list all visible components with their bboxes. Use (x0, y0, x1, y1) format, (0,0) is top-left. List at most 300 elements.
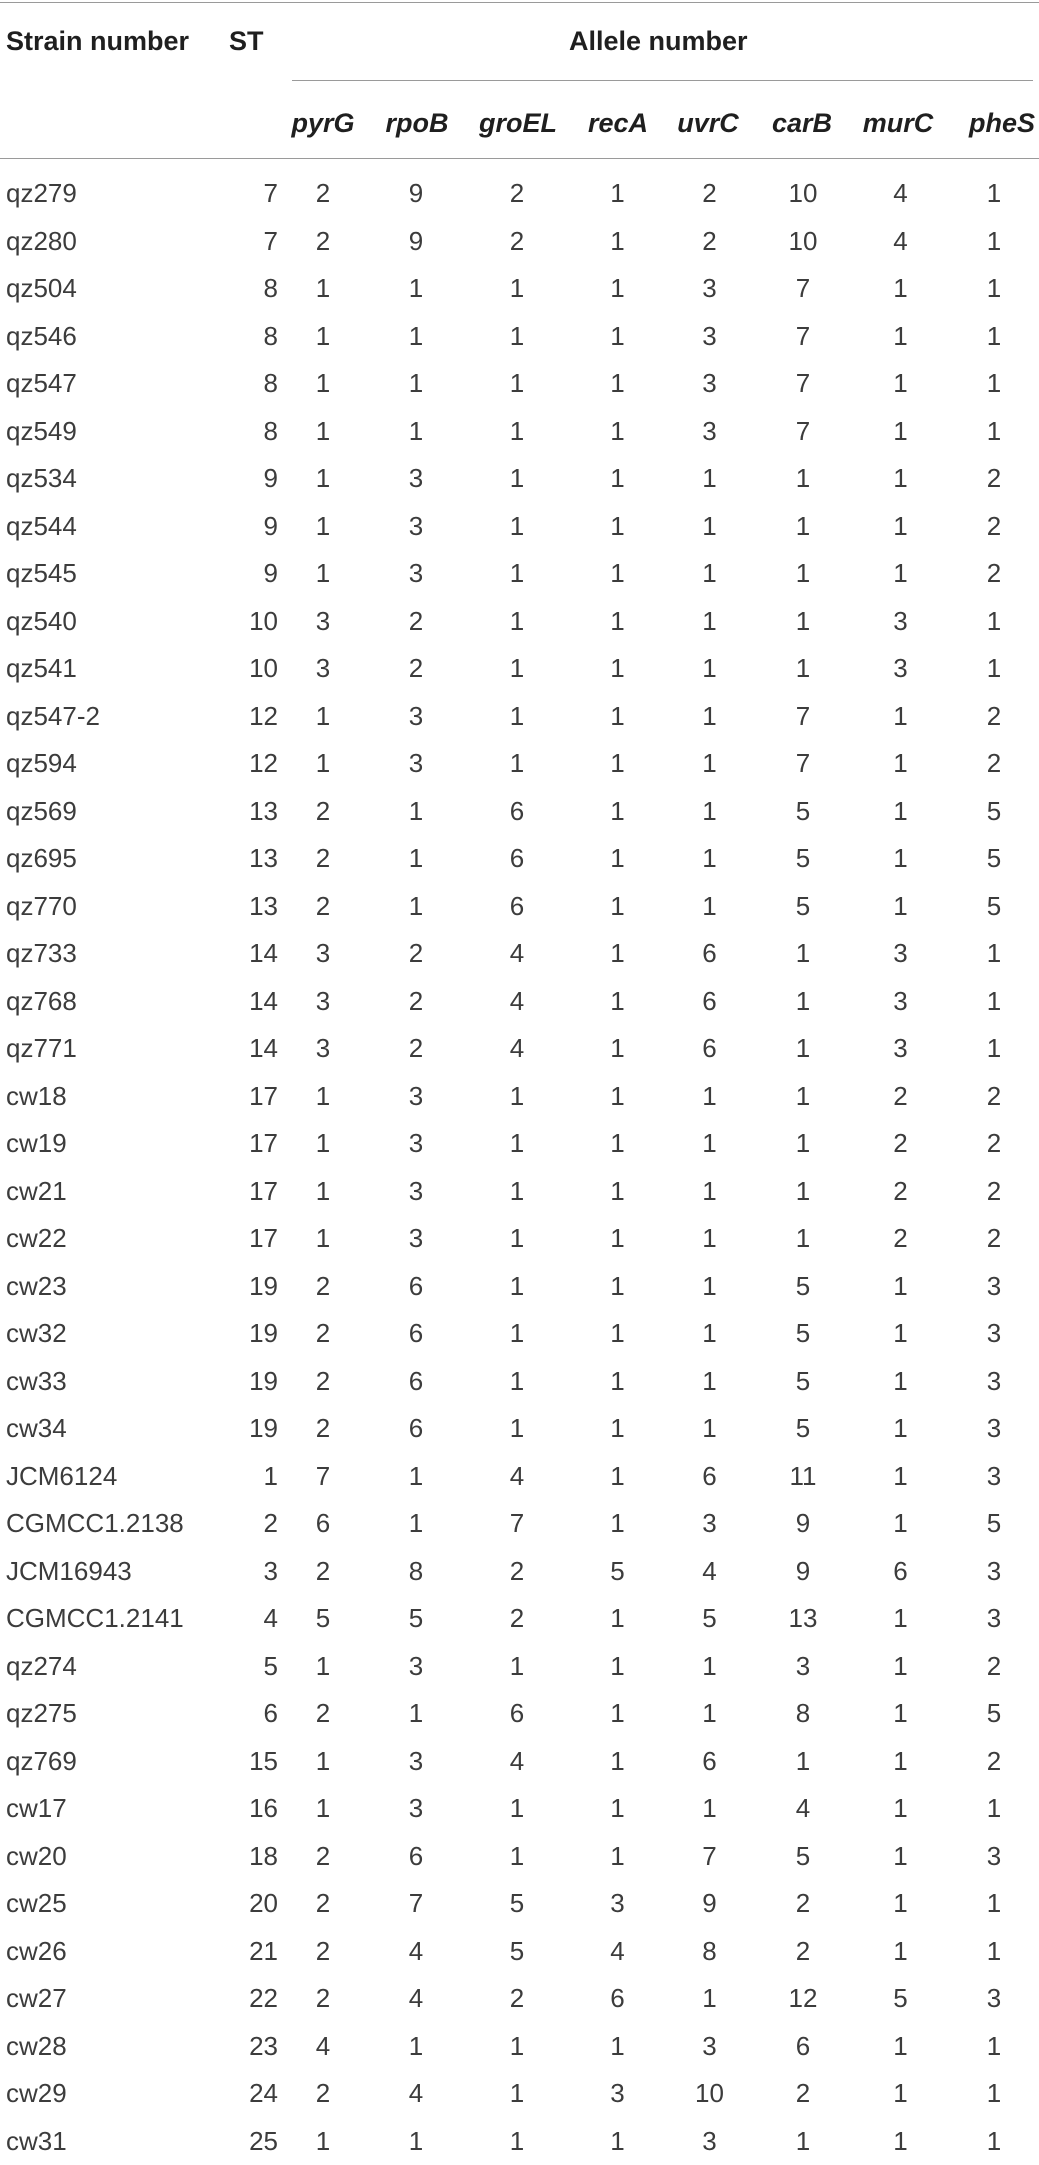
strain-cell: cw27 (0, 1975, 226, 2023)
strain-cell: cw18 (0, 1073, 226, 1121)
st-cell: 10 (226, 645, 278, 693)
st-cell: 23 (226, 2023, 278, 2071)
allele-cell: 4 (464, 1738, 570, 1786)
allele-cell: 3 (852, 978, 949, 1026)
allele-cell: 1 (464, 1785, 570, 1833)
st-cell: 13 (226, 883, 278, 931)
allele-cell: 3 (949, 1453, 1039, 1501)
allele-cell: 3 (949, 1310, 1039, 1358)
allele-cell: 1 (570, 265, 665, 313)
st-cell: 1 (226, 1453, 278, 1501)
allele-cell: 5 (754, 1405, 852, 1453)
allele-cell: 6 (464, 1690, 570, 1738)
st-cell: 8 (226, 360, 278, 408)
allele-cell: 2 (949, 1215, 1039, 1263)
allele-cell: 1 (464, 598, 570, 646)
st-cell: 13 (226, 788, 278, 836)
table-row (0, 835, 1039, 883)
strain-cell: CGMCC1.2138 (0, 1500, 226, 1548)
allele-cell: 3 (949, 1833, 1039, 1881)
allele-cell: 1 (464, 1833, 570, 1881)
allele-cell: 2 (368, 978, 464, 1026)
allele-cell: 1 (570, 978, 665, 1026)
allele-cell: 2 (949, 1168, 1039, 1216)
allele-cell: 2 (278, 1358, 368, 1406)
allele-cell: 1 (570, 1263, 665, 1311)
allele-cell: 1 (570, 313, 665, 361)
strain-cell: JCM6124 (0, 1453, 226, 1501)
table-row (0, 645, 1039, 693)
allele-cell: 3 (368, 1168, 464, 1216)
strain-cell: qz770 (0, 883, 226, 931)
allele-cell: 6 (754, 2023, 852, 2071)
allele-cell: 1 (368, 313, 464, 361)
allele-cell: 5 (949, 788, 1039, 836)
allele-cell: 1 (949, 645, 1039, 693)
allele-cell: 7 (754, 265, 852, 313)
allele-cell: 7 (665, 1833, 754, 1881)
allele-cell: 1 (464, 2023, 570, 2071)
allele-cell: 2 (665, 170, 754, 218)
header-gene-murC: murC (863, 103, 934, 143)
allele-cell: 2 (464, 1595, 570, 1643)
table-row (0, 1738, 1039, 1786)
allele-cell: 1 (278, 2118, 368, 2165)
allele-cell: 3 (754, 1643, 852, 1691)
allele-cell: 1 (665, 693, 754, 741)
strain-cell: JCM16943 (0, 1548, 226, 1596)
allele-cell: 1 (852, 1928, 949, 1976)
strain-cell: cw33 (0, 1358, 226, 1406)
strain-cell: qz540 (0, 598, 226, 646)
st-cell: 3 (226, 1548, 278, 1596)
allele-cell: 1 (570, 2023, 665, 2071)
strain-cell: qz275 (0, 1690, 226, 1738)
allele-cell: 2 (278, 835, 368, 883)
strain-cell: qz541 (0, 645, 226, 693)
allele-cell: 1 (852, 740, 949, 788)
allele-cell: 3 (949, 1975, 1039, 2023)
table-row (0, 1500, 1039, 1548)
allele-cell: 6 (665, 978, 754, 1026)
allele-cell: 5 (754, 835, 852, 883)
allele-cell: 1 (368, 265, 464, 313)
allele-cell: 1 (852, 408, 949, 456)
allele-cell: 3 (368, 1120, 464, 1168)
allele-cell: 1 (368, 788, 464, 836)
allele-cell: 1 (570, 1785, 665, 1833)
table-row (0, 2118, 1039, 2165)
allele-cell: 1 (665, 883, 754, 931)
table-row (0, 265, 1039, 313)
allele-cell: 3 (665, 1500, 754, 1548)
allele-cell: 1 (464, 1310, 570, 1358)
allele-cell: 2 (278, 1690, 368, 1738)
allele-cell: 1 (949, 1880, 1039, 1928)
allele-cell: 4 (665, 1548, 754, 1596)
strain-cell: cw29 (0, 2070, 226, 2118)
allele-cell: 1 (464, 1405, 570, 1453)
allele-cell: 6 (368, 1358, 464, 1406)
table-row (0, 930, 1039, 978)
allele-cell: 3 (665, 313, 754, 361)
allele-cell: 1 (852, 1785, 949, 1833)
allele-cell: 1 (665, 1168, 754, 1216)
allele-cell: 1 (949, 598, 1039, 646)
allele-cell: 4 (368, 2070, 464, 2118)
allele-cell: 1 (852, 835, 949, 883)
allele-cell: 1 (665, 1073, 754, 1121)
allele-cell: 1 (278, 1215, 368, 1263)
allele-cell: 1 (665, 788, 754, 836)
allele-cell: 7 (754, 740, 852, 788)
allele-cell: 2 (754, 1880, 852, 1928)
allele-cell: 1 (949, 218, 1039, 266)
allele-cell: 12 (754, 1975, 852, 2023)
allele-cell: 1 (278, 1120, 368, 1168)
allele-cell: 2 (754, 1928, 852, 1976)
st-cell: 14 (226, 978, 278, 1026)
allele-cell: 1 (852, 693, 949, 741)
allele-cell: 3 (852, 645, 949, 693)
allele-cell: 1 (570, 1643, 665, 1691)
allele-cell: 3 (852, 1025, 949, 1073)
allele-cell: 1 (464, 503, 570, 551)
allele-cell: 8 (368, 1548, 464, 1596)
allele-cell: 6 (278, 1500, 368, 1548)
allele-cell: 9 (665, 1880, 754, 1928)
allele-cell: 5 (754, 1310, 852, 1358)
table-row (0, 1690, 1039, 1738)
allele-cell: 3 (368, 550, 464, 598)
strain-cell: qz547 (0, 360, 226, 408)
allele-cell: 1 (570, 883, 665, 931)
allele-cell: 1 (570, 1595, 665, 1643)
table-row (0, 1073, 1039, 1121)
allele-cell: 1 (464, 693, 570, 741)
strain-cell: qz547-2 (0, 693, 226, 741)
allele-cell: 5 (949, 883, 1039, 931)
allele-cell: 4 (464, 978, 570, 1026)
allele-cell: 1 (278, 1738, 368, 1786)
allele-cell: 1 (852, 1310, 949, 1358)
allele-cell: 2 (368, 598, 464, 646)
table-row (0, 740, 1039, 788)
allele-cell: 1 (570, 693, 665, 741)
table-row (0, 218, 1039, 266)
allele-cell: 1 (368, 835, 464, 883)
allele-cell: 1 (368, 1690, 464, 1738)
allele-cell: 9 (754, 1500, 852, 1548)
table-row (0, 360, 1039, 408)
allele-cell: 2 (278, 170, 368, 218)
strain-cell: cw26 (0, 1928, 226, 1976)
table-row (0, 1928, 1039, 1976)
allele-cell: 9 (368, 218, 464, 266)
strain-cell: qz280 (0, 218, 226, 266)
allele-cell: 1 (570, 1168, 665, 1216)
allele-cell: 1 (949, 2023, 1039, 2071)
allele-cell: 5 (949, 835, 1039, 883)
strain-cell: cw34 (0, 1405, 226, 1453)
allele-cell: 4 (852, 170, 949, 218)
allele-cell: 2 (464, 218, 570, 266)
allele-cell: 8 (754, 1690, 852, 1738)
allele-cell: 1 (852, 1453, 949, 1501)
header-gene-carB: carB (772, 103, 832, 143)
allele-cell: 2 (368, 1025, 464, 1073)
allele-cell: 1 (278, 1168, 368, 1216)
allele-cell: 2 (949, 1643, 1039, 1691)
strain-cell: qz771 (0, 1025, 226, 1073)
table-row (0, 788, 1039, 836)
allele-cell: 1 (278, 740, 368, 788)
allele-cell: 1 (852, 503, 949, 551)
allele-cell: 1 (852, 265, 949, 313)
st-cell: 4 (226, 1595, 278, 1643)
strain-cell: cw17 (0, 1785, 226, 1833)
table-row (0, 408, 1039, 456)
allele-cell: 1 (368, 408, 464, 456)
allele-cell: 2 (278, 883, 368, 931)
table-row (0, 1120, 1039, 1168)
allele-cell: 1 (852, 2118, 949, 2165)
allele-cell: 8 (665, 1928, 754, 1976)
allele-cell: 1 (754, 503, 852, 551)
allele-cell: 1 (570, 1500, 665, 1548)
table-row (0, 2023, 1039, 2071)
strain-cell: qz569 (0, 788, 226, 836)
allele-cell: 1 (852, 1595, 949, 1643)
allele-cell: 1 (949, 930, 1039, 978)
allele-cell: 1 (368, 1453, 464, 1501)
table-row (0, 1168, 1039, 1216)
allele-cell: 1 (949, 1025, 1039, 1073)
header-gene-recA: recA (588, 103, 648, 143)
allele-cell: 3 (665, 2118, 754, 2165)
allele-cell: 6 (368, 1263, 464, 1311)
allele-cell: 1 (570, 835, 665, 883)
allele-cell: 1 (368, 883, 464, 931)
allele-cell: 3 (278, 978, 368, 1026)
allele-cell: 1 (278, 1643, 368, 1691)
allele-cell: 1 (754, 455, 852, 503)
allele-cell: 1 (570, 930, 665, 978)
allele-table (0, 170, 1039, 2165)
allele-cell: 2 (278, 1310, 368, 1358)
allele-cell: 1 (570, 1073, 665, 1121)
allele-cell: 2 (949, 455, 1039, 503)
allele-cell: 1 (949, 2118, 1039, 2165)
allele-cell: 9 (368, 170, 464, 218)
allele-cell: 1 (570, 550, 665, 598)
allele-cell: 1 (570, 645, 665, 693)
header-gene-uvrC: uvrC (677, 103, 739, 143)
allele-cell: 1 (852, 2023, 949, 2071)
strain-cell: qz274 (0, 1643, 226, 1691)
allele-cell: 1 (570, 2118, 665, 2165)
allele-cell: 1 (464, 408, 570, 456)
allele-cell: 2 (852, 1168, 949, 1216)
allele-cell: 2 (665, 218, 754, 266)
allele-cell: 7 (368, 1880, 464, 1928)
allele-cell: 2 (368, 930, 464, 978)
allele-cell: 4 (464, 1025, 570, 1073)
allele-cell: 2 (949, 1073, 1039, 1121)
allele-cell: 2 (278, 1548, 368, 1596)
header-st: ST (229, 21, 264, 61)
allele-cell: 6 (665, 1453, 754, 1501)
allele-cell: 4 (368, 1928, 464, 1976)
strain-cell: cw32 (0, 1310, 226, 1358)
allele-cell: 1 (852, 1880, 949, 1928)
allele-cell: 1 (570, 1120, 665, 1168)
allele-cell: 9 (754, 1548, 852, 1596)
allele-cell: 1 (754, 598, 852, 646)
allele-cell: 1 (754, 2118, 852, 2165)
allele-cell: 2 (368, 645, 464, 693)
allele-cell: 10 (754, 170, 852, 218)
allele-cell: 5 (570, 1548, 665, 1596)
top-rule (0, 2, 1039, 3)
allele-cell: 3 (368, 455, 464, 503)
allele-cell: 3 (570, 1880, 665, 1928)
table-row (0, 1548, 1039, 1596)
allele-cell: 1 (570, 788, 665, 836)
allele-cell: 1 (368, 1500, 464, 1548)
header-allele-number: Allele number (569, 21, 748, 61)
allele-cell: 1 (665, 1690, 754, 1738)
strain-cell: CGMCC1.2141 (0, 1595, 226, 1643)
table-row (0, 503, 1039, 551)
allele-cell: 6 (665, 930, 754, 978)
allele-cell: 6 (464, 788, 570, 836)
allele-cell: 1 (754, 1073, 852, 1121)
allele-cell: 1 (852, 360, 949, 408)
table-row (0, 1310, 1039, 1358)
strain-cell: qz504 (0, 265, 226, 313)
allele-cell: 5 (368, 1595, 464, 1643)
allele-cell: 2 (949, 740, 1039, 788)
allele-cell: 1 (570, 360, 665, 408)
allele-cell: 1 (570, 1215, 665, 1263)
allele-cell: 7 (754, 408, 852, 456)
allele-cell: 3 (852, 930, 949, 978)
st-cell: 13 (226, 835, 278, 883)
allele-cell: 1 (464, 1168, 570, 1216)
st-cell: 19 (226, 1263, 278, 1311)
allele-cell: 1 (278, 550, 368, 598)
header-strain-number: Strain number (6, 21, 189, 61)
allele-cell: 13 (754, 1595, 852, 1643)
allele-cell: 3 (368, 1073, 464, 1121)
header-gene-groEL: groEL (479, 103, 557, 143)
allele-cell: 3 (368, 740, 464, 788)
allele-cell: 5 (754, 1833, 852, 1881)
table-row (0, 1833, 1039, 1881)
allele-cell: 1 (665, 598, 754, 646)
allele-cell: 1 (665, 1215, 754, 1263)
st-cell: 20 (226, 1880, 278, 1928)
allele-cell: 4 (464, 1453, 570, 1501)
allele-cell: 1 (464, 265, 570, 313)
strain-cell: cw21 (0, 1168, 226, 1216)
allele-cell: 1 (665, 645, 754, 693)
allele-cell: 5 (754, 883, 852, 931)
table-row (0, 1643, 1039, 1691)
allele-cell: 1 (464, 1263, 570, 1311)
allele-cell: 2 (278, 1833, 368, 1881)
st-cell: 21 (226, 1928, 278, 1976)
allele-cell: 2 (278, 1263, 368, 1311)
table-row (0, 1880, 1039, 1928)
table-row (0, 1358, 1039, 1406)
allele-cell: 1 (665, 455, 754, 503)
allele-cell: 1 (665, 1263, 754, 1311)
allele-cell: 3 (278, 598, 368, 646)
allele-cell: 6 (464, 835, 570, 883)
allele-cell: 1 (464, 2070, 570, 2118)
st-cell: 15 (226, 1738, 278, 1786)
allele-cell: 1 (754, 1025, 852, 1073)
st-cell: 17 (226, 1073, 278, 1121)
allele-cell: 1 (368, 2023, 464, 2071)
allele-cell: 4 (368, 1975, 464, 2023)
allele-cell: 5 (754, 1263, 852, 1311)
allele-cell: 1 (665, 1785, 754, 1833)
allele-group-rule (292, 80, 1033, 81)
allele-cell: 1 (852, 1833, 949, 1881)
table-row (0, 2070, 1039, 2118)
allele-cell: 1 (570, 1310, 665, 1358)
st-cell: 17 (226, 1215, 278, 1263)
allele-cell: 5 (852, 1975, 949, 2023)
allele-cell: 1 (665, 740, 754, 788)
allele-cell: 1 (852, 1500, 949, 1548)
table-row (0, 550, 1039, 598)
allele-cell: 1 (754, 550, 852, 598)
st-cell: 9 (226, 455, 278, 503)
allele-cell: 6 (852, 1548, 949, 1596)
allele-cell: 3 (368, 1785, 464, 1833)
allele-cell: 1 (754, 1120, 852, 1168)
strain-cell: qz768 (0, 978, 226, 1026)
header-bottom-rule (0, 158, 1039, 159)
allele-cell: 4 (852, 218, 949, 266)
st-cell: 14 (226, 1025, 278, 1073)
table-row (0, 1025, 1039, 1073)
st-cell: 8 (226, 408, 278, 456)
allele-cell: 1 (464, 455, 570, 503)
strain-cell: cw28 (0, 2023, 226, 2071)
allele-cell: 1 (464, 1643, 570, 1691)
st-cell: 17 (226, 1120, 278, 1168)
allele-cell: 1 (464, 1358, 570, 1406)
strain-cell: cw20 (0, 1833, 226, 1881)
allele-cell: 3 (949, 1263, 1039, 1311)
st-cell: 2 (226, 1500, 278, 1548)
allele-cell: 3 (665, 2023, 754, 2071)
allele-cell: 1 (278, 503, 368, 551)
allele-cell: 1 (754, 930, 852, 978)
allele-cell: 4 (278, 2023, 368, 2071)
allele-cell: 1 (665, 835, 754, 883)
st-cell: 14 (226, 930, 278, 978)
st-cell: 6 (226, 1690, 278, 1738)
allele-cell: 3 (368, 1215, 464, 1263)
allele-cell: 1 (278, 1785, 368, 1833)
allele-cell: 1 (949, 313, 1039, 361)
